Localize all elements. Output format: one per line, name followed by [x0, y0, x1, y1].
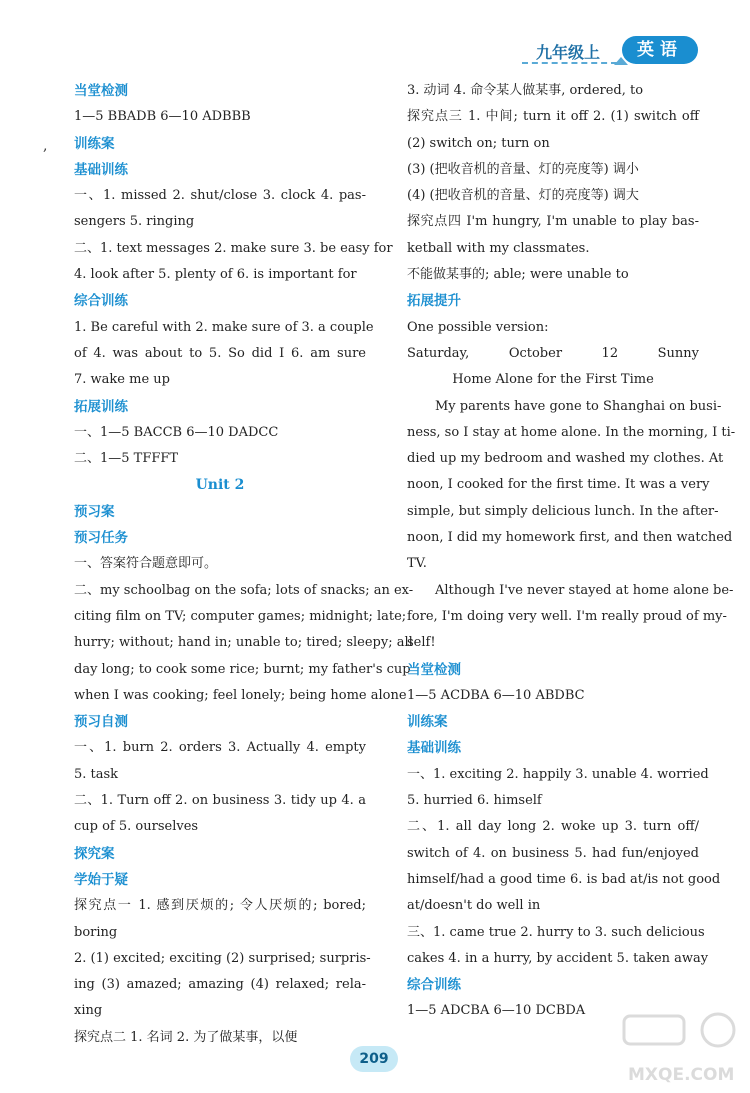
answer-line: 三、1. came true 2. hurry to 3. such delicious: [407, 924, 705, 940]
answer-line: at/doesn't do well in: [407, 898, 541, 914]
answer-line: 4. look after 5. plenty of 6. is important for: [74, 267, 357, 283]
section-heading: 基础训练: [74, 161, 128, 178]
grade-label: 九年级上: [536, 43, 601, 62]
section-heading: 预习案: [74, 503, 115, 520]
answer-line: (3) (把收音机的音量、灯的亮度等) 调小: [407, 161, 639, 177]
answer-line: My parents have gone to Shanghai on busi-: [435, 398, 722, 414]
answer-line: 一、1. exciting 2. happily 3. unable 4. worried: [407, 766, 709, 782]
right-column: [407, 78, 736, 1025]
answer-line: ketball with my classmates.: [407, 240, 590, 256]
header-dashed-line: [522, 62, 617, 64]
answer-line: 二、1. text messages 2. make sure 3. be easy for: [74, 240, 393, 256]
answer-line: (4) (把收音机的音量、灯的亮度等) 调大: [407, 188, 639, 204]
answer-line: when I was cooking; feel lonely; being home alone: [74, 687, 407, 703]
watermark-text: MXQE.COM: [628, 1065, 735, 1085]
answer-line: Home Alone for the First Time: [452, 372, 654, 388]
section-heading: 当堂检测: [74, 83, 128, 99]
answer-line: of 4. was about to 5. So did I 6. am sure: [74, 345, 366, 361]
subject-badge: 英语: [622, 36, 698, 64]
answer-line: 1. Be careful with 2. make sure of 3. a couple: [74, 319, 374, 335]
section-heading: 拓展提升: [407, 293, 461, 310]
answer-line: cup of 5. ourselves: [74, 819, 199, 835]
answer-line: 二、1. all day long 2. woke up 3. turn off/: [407, 819, 699, 835]
answer-line: 一、1. missed 2. shut/close 3. clock 4. pas-: [74, 188, 366, 204]
section-heading: 基础训练: [407, 740, 461, 757]
answer-line: 1—5 ADCBA 6—10 DCBDA: [407, 1003, 586, 1019]
answer-line: hurry; without; hand in; unable to; tired; sleepy; all: [74, 635, 413, 651]
answer-line: 探究点二 1. 名词 2. 为了做某事，以便: [74, 1029, 298, 1045]
answer-line: 探究点四 I'm hungry, I'm unable to play bas-: [407, 214, 699, 230]
section-heading: 综合训练: [74, 293, 128, 310]
answer-line: self!: [407, 635, 436, 651]
answer-line: boring: [74, 924, 118, 940]
left-column: [74, 78, 414, 1051]
answer-line: Although I've never stayed at home alone be-: [435, 582, 734, 598]
section-heading: 学始于疑: [74, 871, 128, 888]
section-heading: 综合训练: [407, 977, 461, 994]
answer-line: 7. wake me up: [74, 372, 170, 388]
answer-line: xing: [74, 1003, 103, 1019]
section-heading: 训练案: [407, 714, 448, 731]
section-heading: 预习自测: [74, 714, 128, 731]
answer-line: (2) switch on; turn on: [407, 135, 550, 151]
section-heading: 预习任务: [74, 530, 128, 547]
answer-line: sengers 5. ringing: [74, 214, 195, 230]
answer-line: simple, but simply delicious lunch. In the after-: [407, 503, 719, 519]
answer-line: noon, I cooked for the first time. It was a very: [407, 477, 710, 493]
section-heading: 当堂检测: [407, 661, 461, 678]
page-header: [0, 0, 750, 78]
answer-line: Saturday, October 12 Sunny: [407, 345, 699, 361]
answer-line: himself/had a good time 6. is bad at/is not good: [407, 871, 721, 887]
answer-line: 二、1. Turn off 2. on business 3. tidy up 4. a: [74, 793, 366, 809]
answer-line: 二、1—5 TFFFT: [74, 451, 179, 467]
answer-line: 一、答案符合题意即可。: [74, 556, 218, 572]
section-heading: 拓展训练: [74, 398, 128, 415]
answer-line: 一、1—5 BACCB 6—10 DADCC: [74, 424, 279, 440]
answer-line: ing (3) amazed; amazing (4) relaxed; rela-: [74, 977, 366, 993]
watermark-logo: [618, 1010, 740, 1088]
answer-line: 探究点一 1. 感到厌烦的; 令人厌烦的; bored;: [74, 898, 366, 914]
answer-line: died up my bedroom and washed my clothes. At: [407, 451, 724, 467]
answer-line: citing film on TV; computer games; midnight; late;: [74, 608, 407, 624]
margin-dot: ,: [43, 138, 48, 154]
page-number: 209: [350, 1046, 398, 1072]
answer-line: 一、1. burn 2. orders 3. Actually 4. empty: [74, 740, 366, 756]
answer-line: cakes 4. in a hurry, by accident 5. taken away: [407, 950, 709, 966]
answer-line: 二、my schoolbag on the sofa; lots of snacks; an ex-: [74, 582, 414, 598]
answer-line: 2. (1) excited; exciting (2) surprised; surpris-: [74, 950, 371, 966]
answer-line: ness, so I stay at home alone. In the morning, I ti-: [407, 424, 736, 440]
answer-line: 1—5 BBADB 6—10 ADBBB: [74, 109, 251, 125]
answer-line: 3. 动词 4. 命令某人做某事, ordered, to: [407, 83, 644, 98]
answer-line: 探究点三 1. 中间; turn it off 2. (1) switch off: [407, 109, 699, 125]
answer-line: 1—5 ACDBA 6—10 ABDBC: [407, 687, 585, 703]
section-heading: 探究案: [74, 845, 115, 862]
section-heading: 训练案: [74, 135, 115, 152]
answer-line: One possible version:: [407, 319, 549, 335]
answer-line: 5. hurried 6. himself: [407, 793, 542, 809]
answer-line: TV.: [407, 556, 427, 572]
answer-line: 不能做某事的; able; were unable to: [407, 267, 629, 283]
answer-line: day long; to cook some rice; burnt; my father's cup: [74, 661, 411, 677]
answer-line: 5. task: [74, 766, 119, 782]
answer-line: switch of 4. on business 5. had fun/enjoyed: [407, 845, 699, 861]
answer-line: fore, I'm doing very well. I'm really proud of my-: [407, 608, 727, 624]
answer-line: noon, I did my homework first, and then watched: [407, 530, 733, 546]
section-heading: Unit 2: [195, 477, 245, 494]
